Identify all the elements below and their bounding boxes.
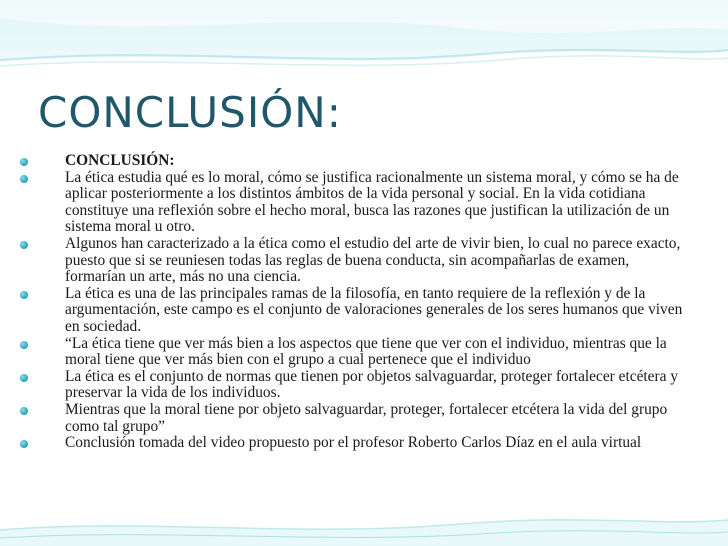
bullet-item: [20, 369, 688, 402]
bullet-text: La ética es el conjunto de normas que tienen por objetos salvaguardar, proteger fortalecer etcétera y preservar la vida de los individuos.: [65, 367, 679, 402]
slide-title: CONCLUSIÓN:: [38, 88, 342, 137]
round-bullet-icon: [20, 440, 28, 448]
bullet-item: [20, 336, 688, 369]
round-bullet-icon: [20, 291, 28, 299]
header-wave-decoration: [0, 0, 728, 74]
bullet-text: “La ética tiene que ver más bien a los aspectos que tiene que ver con el individuo, mientras que la moral tiene que ver más bien con el grupo a cual pertenece que el individuo: [65, 334, 667, 369]
bullet-text: Conclusión tomada del video propuesto por el profesor Roberto Carlos Díaz en el aula virtual: [65, 434, 642, 452]
bullet-item: [20, 236, 688, 286]
round-bullet-icon: [20, 374, 28, 382]
bullet-text: La ética estudia qué es lo moral, cómo se justifica racionalmente un sistema moral, y cómo se ha de aplicar posteriormente a los distintos ámbitos de la vida personal y social. En la vida cotidiana constituye una reflexión sobre el hecho moral, busca las razones que justifican la utilización de un sistema moral u otro.: [65, 168, 679, 236]
round-bullet-icon: [20, 175, 28, 183]
footer-wave-graphic: [0, 500, 728, 546]
bullet-text: La ética es una de las principales ramas de la filosofía, en tanto requiere de la reflexión y de la argumentación, este campo es el conjunto de valoraciones generales de los seres humanos que viven en sociedad.: [65, 284, 683, 335]
bullet-item: [20, 170, 688, 236]
bullet-item: [20, 402, 688, 435]
bullet-item: [20, 286, 688, 336]
bullet-list: [20, 153, 688, 452]
round-bullet-icon: [20, 407, 28, 415]
footer-wave-decoration: [0, 500, 728, 546]
round-bullet-icon: [20, 341, 28, 349]
round-bullet-icon: [20, 158, 28, 166]
bullet-text: Mientras que la moral tiene por objeto salvaguardar, proteger, fortalecer etcétera la vida del grupo como tal grupo”: [65, 400, 668, 435]
header-wave-graphic: [0, 0, 728, 80]
bullet-text: CONCLUSIÓN:: [65, 152, 175, 169]
round-bullet-icon: [20, 241, 28, 249]
bullet-item: [20, 153, 688, 170]
bullet-text: Algunos han caracterizado a la ética como el estudio del arte de vivir bien, lo cual no parece exacto, puesto que si se reuniesen todas las reglas de buena conducta, sin acompañarlas de examen, formarían un arte, más no una ciencia.: [65, 234, 681, 286]
bullet-item: [20, 435, 688, 452]
